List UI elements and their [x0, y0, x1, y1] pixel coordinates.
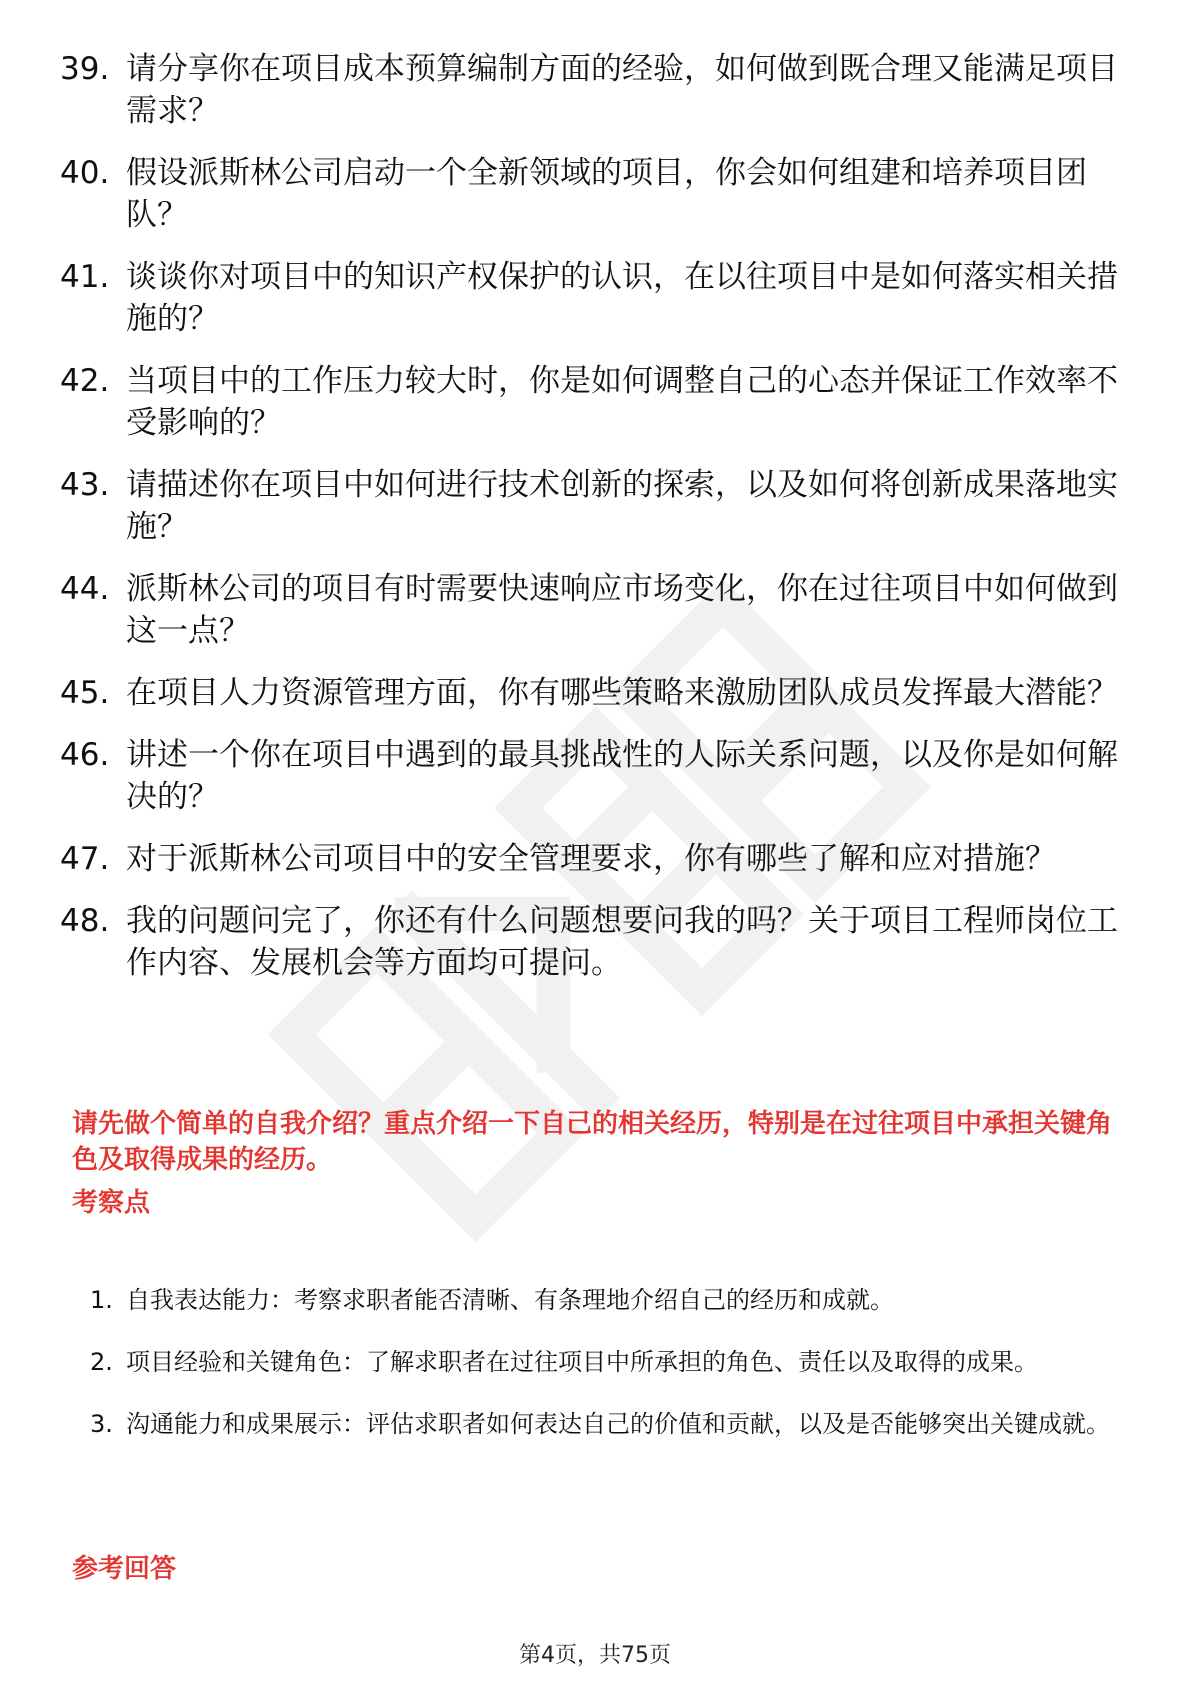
question-number: 44. — [60, 571, 110, 607]
list-item — [60, 256, 1120, 340]
question-text: 谈谈你对项目中的知识产权保护的认识，在以往项目中是如何落实相关措施的？ — [126, 259, 1118, 337]
question-number: 41. — [60, 259, 110, 295]
question-text: 请分享你在项目成本预算编制方面的经验，如何做到既合理又能满足项目需求？ — [126, 51, 1118, 129]
point-text: 项目经验和关键角色：了解求职者在过往项目中所承担的角色、责任以及取得的成果。 — [126, 1348, 1038, 1376]
question-text: 对于派斯林公司项目中的安全管理要求，你有哪些了解和应对措施？ — [126, 841, 1056, 877]
question-number: 43. — [60, 467, 110, 503]
list-item — [60, 734, 1120, 818]
list-item — [90, 1334, 1120, 1390]
question-text: 假设派斯林公司启动一个全新领域的项目，你会如何组建和培养项目团队？ — [126, 155, 1087, 233]
list-item — [90, 1396, 1120, 1452]
question-text: 在项目人力资源管理方面，你有哪些策略来激励团队成员发挥最大潜能？ — [126, 675, 1118, 711]
section-title-points: 考察点 — [72, 1188, 151, 1218]
question-number: 46. — [60, 737, 110, 773]
points-list — [90, 1272, 1120, 1458]
question-text: 我的问题问完了，你还有什么问题想要问我的吗？关于项目工程师岗位工作内容、发展机会等方面均可提问。 — [126, 903, 1118, 981]
question-text: 请描述你在项目中如何进行技术创新的探索，以及如何将创新成果落地实施？ — [126, 467, 1118, 545]
point-number: 1. — [90, 1286, 113, 1314]
question-number: 39. — [60, 51, 110, 87]
list-item — [60, 672, 1120, 714]
question-number: 48. — [60, 903, 110, 939]
question-text: 派斯林公司的项目有时需要快速响应市场变化，你在过往项目中如何做到这一点？ — [126, 571, 1118, 649]
list-item — [60, 838, 1120, 880]
point-text: 自我表达能力：考察求职者能否清晰、有条理地介绍自己的经历和成就。 — [126, 1286, 894, 1314]
question-list — [60, 48, 1120, 1004]
list-item — [60, 360, 1120, 444]
question-number: 45. — [60, 675, 110, 711]
section-title-answer: 参考回答 — [72, 1554, 177, 1584]
question-number: 42. — [60, 363, 110, 399]
point-number: 3. — [90, 1410, 113, 1438]
list-item — [90, 1272, 1120, 1328]
list-item — [60, 464, 1120, 548]
list-item — [60, 900, 1120, 984]
list-item — [60, 568, 1120, 652]
point-text: 沟通能力和成果展示：评估求职者如何表达自己的价值和贡献，以及是否能够突出关键成就。 — [126, 1410, 1110, 1438]
point-number: 2. — [90, 1348, 113, 1376]
featured-question: 请先做个简单的自我介绍？重点介绍一下自己的相关经历，特别是在过往项目中承担关键角色及取得成果的经历。 — [72, 1109, 1113, 1175]
question-number: 47. — [60, 841, 110, 877]
list-item — [60, 48, 1120, 132]
question-number: 40. — [60, 155, 110, 191]
page-footer: 第4页，共75页 — [519, 1643, 671, 1668]
question-text: 讲述一个你在项目中遇到的最具挑战性的人际关系问题，以及你是如何解决的？ — [126, 737, 1118, 815]
question-text: 当项目中的工作压力较大时，你是如何调整自己的心态并保证工作效率不受影响的？ — [126, 363, 1118, 441]
list-item — [60, 152, 1120, 236]
